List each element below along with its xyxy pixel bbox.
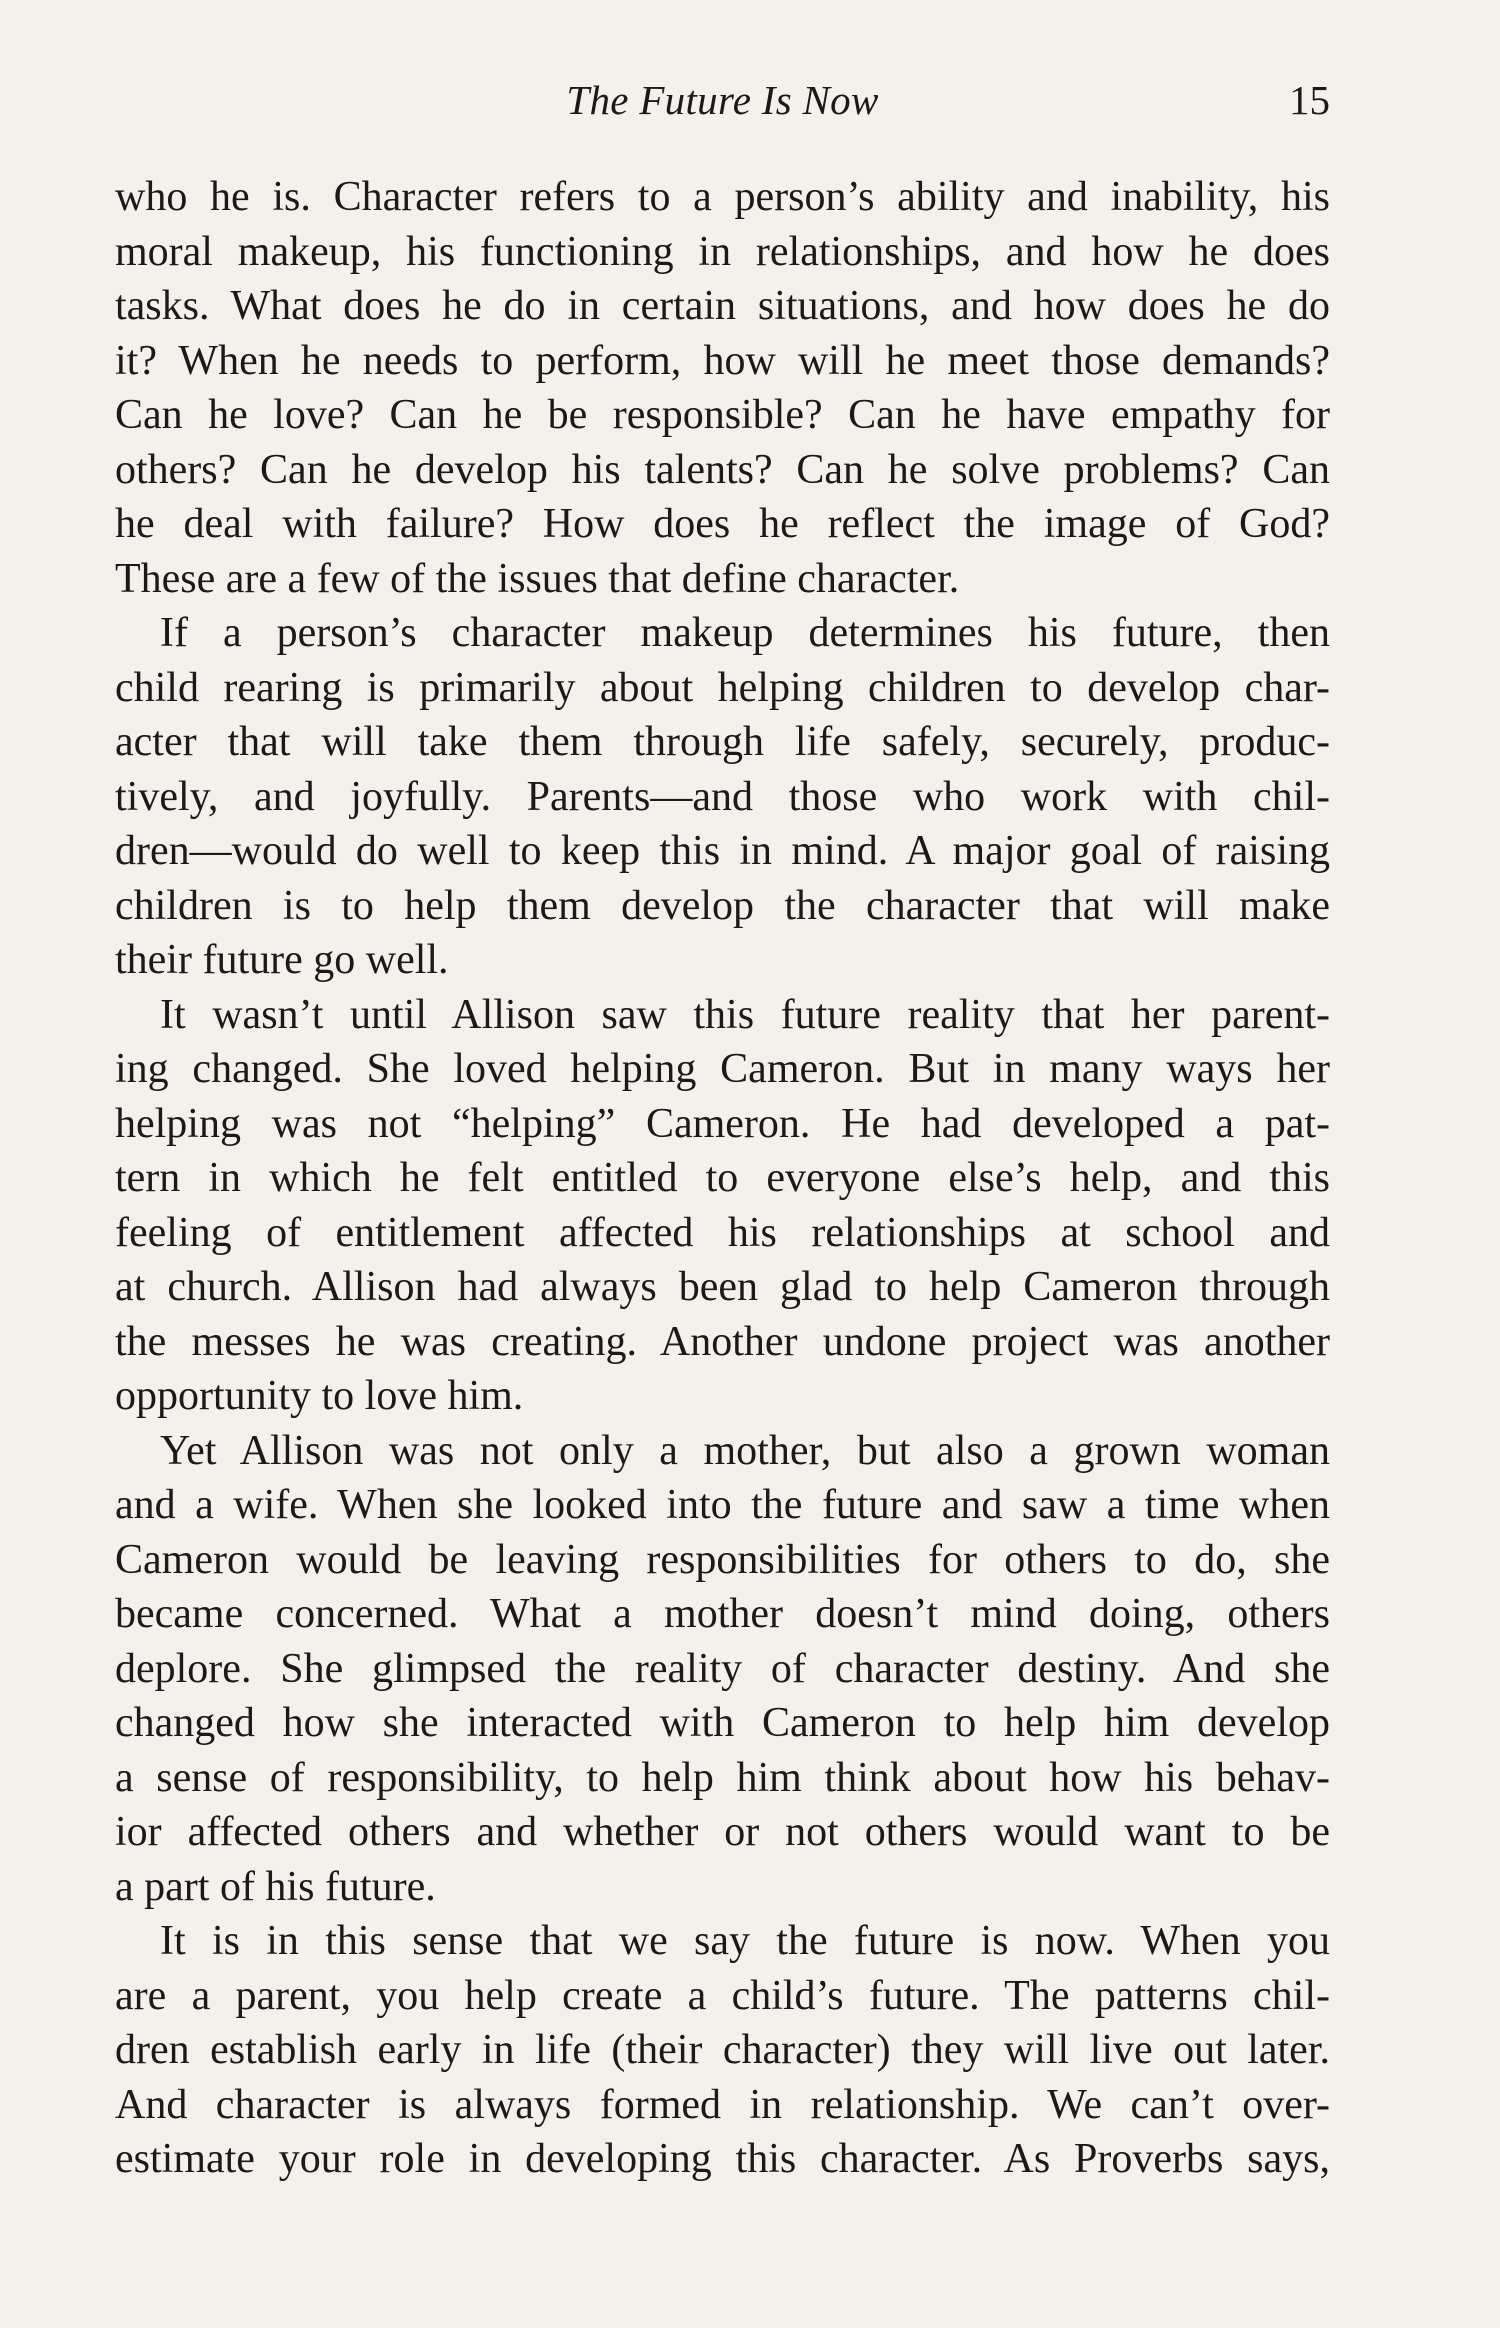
text-line: dren establish early in life (their character) they will live out later. xyxy=(115,2027,1330,2073)
text-line: It wasn’t until Allison saw this future reality that her parent- xyxy=(160,991,1330,1038)
text-line: children is to help them develop the character that will make xyxy=(115,882,1330,929)
paragraph-4 xyxy=(115,1424,1330,1915)
text-line: ior affected others and whether or not others would want to be xyxy=(115,1809,1330,1855)
text-line: Can he love? Can he be responsible? Can he have empathy for xyxy=(115,392,1330,438)
text-line: tasks. What does he do in certain situations, and how does he do xyxy=(115,283,1330,329)
text-line: helping was not “helping” Cameron. He had developed a pat- xyxy=(115,1100,1330,1147)
text-line: acter that will take them through life safely, securely, produc- xyxy=(115,719,1330,765)
text-line: changed how she interacted with Cameron to help him develop xyxy=(115,1700,1330,1746)
text-line: It is in this sense that we say the future is now. When you xyxy=(160,1918,1330,1964)
text-line: who he is. Character refers to a person’s ability and inability, his xyxy=(115,174,1330,220)
text-line: ing changed. She loved helping Cameron. But in many ways her xyxy=(115,1046,1330,1092)
text-line: became concerned. What a mother doesn’t mind doing, others xyxy=(115,1591,1330,1637)
running-head xyxy=(115,70,1330,130)
text-line: a sense of responsibility, to help him think about how his behav- xyxy=(115,1754,1330,1801)
text-line: feeling of entitlement affected his relationships at school and xyxy=(115,1209,1330,1256)
text-line: These are a few of the issues that define character. xyxy=(115,555,960,602)
paragraph-1 xyxy=(115,170,1330,606)
text-line: Yet Allison was not only a mother, but also a grown woman xyxy=(160,1427,1330,1474)
text-line: Cameron would be leaving responsibilities for others to do, she xyxy=(115,1536,1330,1583)
text-line: And character is always formed in relationship. We can’t over- xyxy=(115,2081,1330,2128)
text-line: opportunity to love him. xyxy=(115,1373,524,1419)
text-line: he deal with failure? How does he reflect the image of God? xyxy=(115,501,1330,547)
paragraph-2 xyxy=(115,606,1330,988)
body-text xyxy=(115,170,1330,2187)
text-line: child rearing is primarily about helping children to develop char- xyxy=(115,664,1330,711)
running-title: The Future Is Now xyxy=(566,77,879,123)
text-line: it? When he needs to perform, how will he meet those demands? xyxy=(115,337,1330,384)
text-line: others? Can he develop his talents? Can he solve problems? Can xyxy=(115,446,1330,493)
text-line: at church. Allison had always been glad to help Cameron through xyxy=(115,1264,1330,1310)
text-line: and a wife. When she looked into the future and saw a time when xyxy=(115,1482,1330,1528)
page-number: 15 xyxy=(1289,77,1330,123)
text-line: estimate your role in developing this character. As Proverbs says, xyxy=(115,2136,1330,2182)
paragraph-3 xyxy=(115,988,1330,1424)
text-line: their future go well. xyxy=(115,937,449,983)
text-line: a part of his future. xyxy=(115,1863,436,1910)
text-line: If a person’s character makeup determines his future, then xyxy=(160,610,1330,656)
text-line: tern in which he felt entitled to everyone else’s help, and this xyxy=(115,1155,1330,1201)
text-line: the messes he was creating. Another undone project was another xyxy=(115,1318,1330,1365)
paragraph-5 xyxy=(115,1914,1330,2187)
text-line: deplore. She glimpsed the reality of character destiny. And she xyxy=(115,1645,1330,1692)
text-line: moral makeup, his functioning in relationships, and how he does xyxy=(115,228,1330,275)
text-line: tively, and joyfully. Parents—and those who work with chil- xyxy=(115,773,1330,820)
text-line: dren—would do well to keep this in mind. A major goal of raising xyxy=(115,828,1330,874)
text-line: are a parent, you help create a child’s future. The patterns chil- xyxy=(115,1972,1330,2019)
